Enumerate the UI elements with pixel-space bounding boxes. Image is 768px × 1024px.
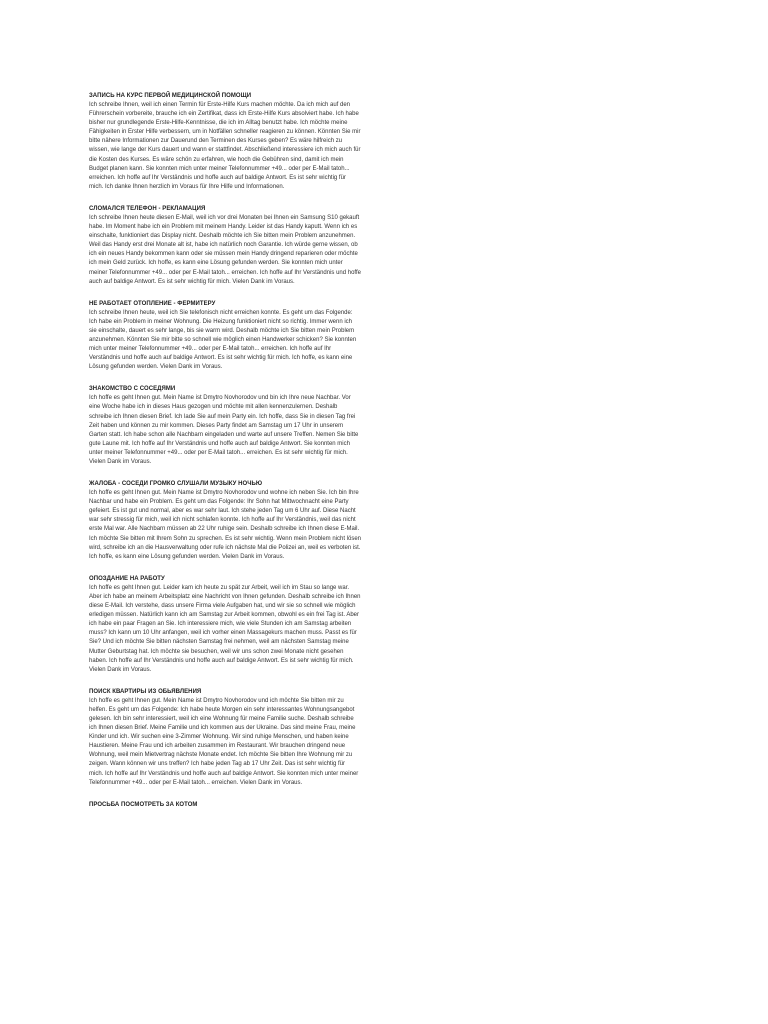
document-page (89, 92, 361, 822)
section-body: Ich schreibe Ihnen, weil ich einen Termin für Erste-Hilfe Kurs machen möchte. Da ich mich auf den Führerschein vorbereite, brauche ich ein Zertifikat, dass ich Erste-Hilfe Kurs absolviert habe. Ich habe bisher nur grundlegende Erste-Hilfe-Kenntnisse, die ich im Alltag benutzt habe. Ich möchte meine Fähigkeiten in Erster Hilfe verbessern, um in Notfällen schneller reagieren zu können. Könnten Sie mir bitte nähere Informationen zur Dauerund den Terminen des Kurses geben? Es wäre hilfreich zu wissen, wie lange der Kurs dauert und wann er stattfindet. Abschließend interessiere ich mich auch für die Kosten des Kurses. Es wäre schön zu erfahren, wie hoch die Gebühren sind, damit ich mein Budget planen kann. Sie konnten mich unter meiner Telefonnummer +49... oder per E-Mail tatoh... erreichen. Ich hoffe auf Ihr Verständnis und hoffe auch auf baldige Antwort. Es ist sehr wichtig für mich. Ich danke Ihnen herzlich im Voraus für Ihre Hilfe und Informationen. (89, 102, 361, 190)
section-heading: ЗАПИСЬ НА КУРС ПЕРВОЙ МЕДИЦИНСКОЙ ПОМОЩИ (89, 93, 252, 99)
section-heading: ПОИСК КВАРТИРЫ ИЗ ОБЬЯВЛЕНИЯ (89, 688, 202, 695)
section-heading: ПРОСЬБА ПОСМОТРЕТЬ ЗА КОТОМ (89, 801, 198, 808)
section-heading: ОПОЗДАНИЕ НА РАБОТУ (89, 575, 165, 582)
section-heading: СЛОМАЛСЯ ТЕЛЕФОН - РЕКЛАМАЦИЯ (89, 205, 206, 212)
section-body: Ich schreibe Ihnen heute diesen E-Mail, weil ich vor drei Monaten bei Ihnen ein Samsung S10 gekauft habe. Im Moment habe ich ein Problem mit meinem Handy. Leider ist das Handy kaputt. Wenn ich es einschalte, funktioniert das Display nicht. Deshalb möchte ich Sie bitten mein Problem anzunehmen. Weil das Handy erst drei Monate alt ist, habe ich natürlich noch Garantie. Ich würde gerne wissen, ob ich ein neues Handy bekommen kann oder sie müssen mein Handy dringend reparieren oder möchte ich mein Geld zurück. Ich hoffe, es kann eine Lösung gefunden werden. Sie konnten mich unter meiner Telefonnummer +49... oder per E-Mail tatoh... erreichen. Ich hoffe auf Ihr Verständnis und hoffe auch auf baldige Antwort. Es ist sehr wichtig für mich. Vielen Dank im Voraus. (89, 214, 361, 285)
section-neighbors (89, 385, 361, 467)
section-noise-complaint (89, 480, 361, 562)
section-body: Ich hoffe es geht Ihnen gut. Mein Name ist Dmytro Novhorodov und ich möchte Sie bitten mir zu helfen. Es geht um das Folgende: Ich habe heute Morgen ein sehr interessantes Wohnungsangebot gelesen. Ich bin sehr interessiert, weil ich eine Wohnung für meine Familie suche. Deshalb schreibe ich Ihnen diesen Brief. Meine Familie und ich kommen aus der Ukraine. Das sind meine Frau, meine Kinder und ich. Wir suchen eine 3-Zimmer Wohnung. Wir sind ruhige Menschen, und haben keine Haustieren. Meine Frau und ich arbeiten zusammen im Restaurant. Wir brauchen dringend neue Wohnung, weil mein Mietvertrag nächste Monate endet. Ich möchte Sie bitten Ihre Wohnung mir zu zeigen. Wann können wir uns treffen? Ich habe jeden Tag ab 17 Uhr Zeit. Das ist sehr wichtig für mich. Ich hoffe auf Ihr Verständnis und hoffe auch auf baldige Antwort. Sie konnten mich unter meiner Telefonnummer +49... oder per E-Mail tatoh... erreichen. Vielen Dank im Voraus. (89, 697, 359, 786)
section-heading: НЕ РАБОТАЕТ ОТОПЛЕНИЕ - ФЕРМИТЕРУ (89, 300, 216, 307)
section-broken-phone (89, 205, 361, 287)
section-heating (89, 300, 361, 373)
section-body: Ich hoffe es geht Ihnen gut. Leider kam ich heute zu spät zur Arbeit, weil ich im Stau so lange war. Aber ich habe an meinem Arbeitsplatz eine Nachricht von Ihnen gefunden. Deshalb schreibe ich Ihnen diese E-Mail. Ich verstehe, dass unsere Firma viele Aufgaben hat, und wir sie so schnell wie möglich erledigen müssen. Natürlich kann ich am Samstag zur Arbeit kommen, obwohl es ein frei Tag ist. Aber ich habe ein paar Fragen an Sie. Ich interessiere mich, wie viele Stunden ich am Samstag arbeiten muss? Ich kann um 10 Uhr anfangen, weil ich vorher einen Massagekurs machen muss. Passt es für Sie? Und ich möchte Sie bitten nächsten Samstag frei nehmen, weil am nächsten Samstag meine Mutter Geburtstag hat. Ich möchte sie besuchen, weil wir uns schon zwei Monate nicht gesehen haben. Ich hoffe auf Ihr Verständnis und hoffe auch auf baldige Antwort. Es ist sehr wichtig für mich. Vielen Dank im Voraus. (89, 584, 361, 673)
section-body: Ich hoffe es geht Ihnen gut. Mein Name ist Dmytro Novhorodov und bin ich Ihre neue Nachbar. Vor eine Woche habe ich in dieses Haus gezogen und möchte mit allen kennenzulernen. Deshalb schreibe ich Ihnen diesen Brief. Ich lade Sie auf mein Party ein. Ich hoffe, dass Sie in diesen Tag frei Zeit haben und können zu mir kommen. Dieses Party findet am Samstag um 17 Uhr in unserem Garten statt. Ich habe schon alle Nachbarn eingeladen und warte auf unsere Treffen. Nemen Sie bitte gute Laune mit. Ich hoffe auf Ihr Verständnis und hoffe auch auf baldige Antwort. Sie konnten mich unter meiner Telefonnummer +49... oder per E-Mail tatoh... erreichen. Es ist sehr wichtig für mich. Vielen Dank im Voraus. (89, 395, 359, 465)
section-body: Ich hoffe es geht Ihnen gut. Mein Name ist Dmytro Novhorodov und wohne ich neben Sie. Ich bin Ihre Nachbar und habe ein Problem. Es geht um das Folgende: Ihr Sohn hat Mittwochnacht eine Party gefeiert. Es ist gut und normal, aber es war sehr laut. Ich stehe jeden Tag um 6 Uhr auf. Diese Nacht war sehr stressig für mich, weil ich nicht schlafen konnte. Ich hoffe auf Ihr Verständnis, weil das nicht erste Mal war. Alle Nachbarn müssen ab 22 Uhr ruhige sein. Deshalb schreibe ich Ihnen diese E-Mail. Ich möchte Sie bitten mit Ihrem Sohn zu sprechen. Es ist sehr wichtig. Wenn mein Problem nicht lösen wird, schreibe ich an die Hausverwaltung oder rufe ich nächste Mal die Polizei an, weil es verboten ist. Ich hoffe, es kann eine Lösung gefunden werden. Vielen Dank im Voraus. (89, 490, 362, 560)
section-apartment-search (89, 688, 361, 788)
section-first-aid-course (89, 92, 361, 192)
section-body: Ich schreibe Ihnen heute, weil ich Sie telefonisch nicht erreichen konnte. Es geht um das Folgende: Ich habe ein Problem in meiner Wohnung. Die Heizung funktioniert nicht so richtig. Immer wenn ich sie einschalte, dauert es sehr lange, bis sie warm wird. Deshalb möchte ich Sie bitten mein Problem anzunehmen. Könnten Sie mir bitte so schnell wie möglich einen Handwerker schicken? Sie konnten mich unter meiner Telefonnummer +49... oder per E-Mail tatoh... erreichen. Ich hoffe auf Ihr Verständnis und hoffe auch auf baldige Antwort. Es ist sehr wichtig für mich. Ich hoffe, es kann eine Lösung gefunden werden. Vielen Dank im Voraus. (89, 309, 357, 371)
section-heading: ЗНАКОМСТВО С СОСЕДЯМИ (89, 386, 176, 393)
section-heading: ЖАЛОБА - СОСЕДИ ГРОМКО СЛУШАЛИ МУЗЫКУ НОЧЬЮ (89, 481, 263, 488)
section-cat-sitting (89, 801, 361, 809)
section-late-to-work (89, 575, 361, 675)
